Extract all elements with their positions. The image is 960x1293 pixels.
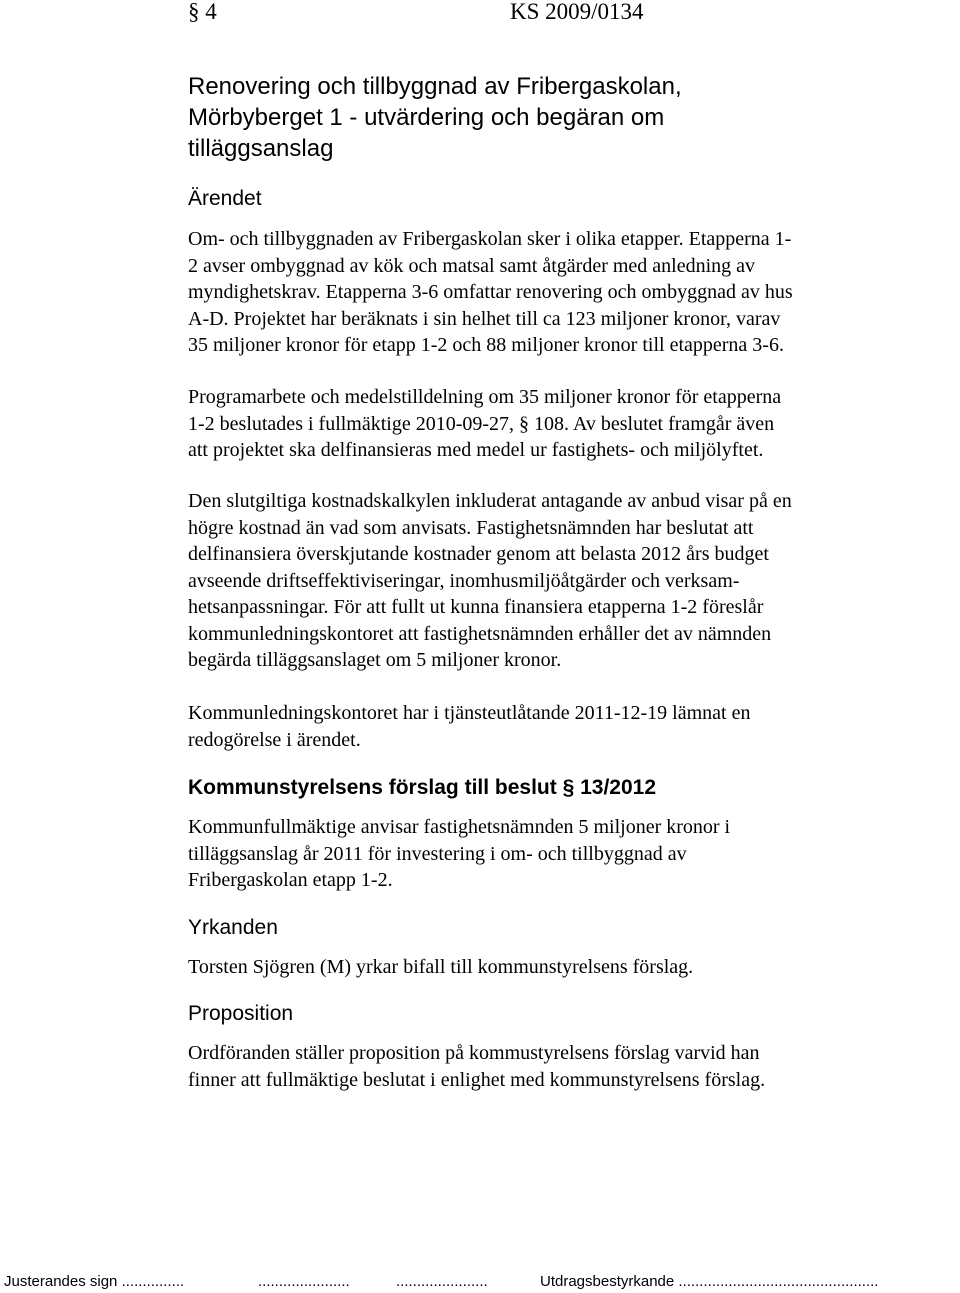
heading-yrkanden: Yrkanden [188, 916, 278, 939]
title-line: tilläggsanslag [188, 135, 334, 162]
paragraph-proposition [188, 1040, 765, 1093]
text-line: 1-2 beslutades i fullmäktige 2010-09-27, § 108. Av beslutet framgår även [188, 412, 775, 435]
paragraph-forslag [188, 814, 730, 894]
heading-proposition: Proposition [188, 1002, 294, 1025]
text-line: Kommunledningskontoret har i tjänsteutlåtande 2011-12-19 lämnat en [188, 702, 751, 724]
text-line: avseende driftseffektiviseringar, inomhusmiljöåtgärder och verksam- [188, 569, 740, 592]
footer-justerandes-sign: Justerandes sign ............... [4, 1273, 185, 1290]
paragraph-arendet-3 [188, 488, 792, 674]
text-line: Den slutgiltiga kostnadskalkylen inkluderat antagande av anbud visar på en [188, 490, 792, 512]
text-line: redogörelse i ärendet. [188, 728, 361, 751]
text-line: 2 avser ombyggnad av kök och matsal samt åtgärder med anledning av [188, 254, 756, 277]
section-number: § 4 [188, 0, 217, 24]
text-line: kommunledningskontoret att fastighetsnämnden erhåller det av nämnden [188, 622, 772, 645]
heading-arendet: Ärendet [188, 187, 262, 210]
text-line: att projektet ska delfinansieras med medel ur fastighets- och miljölyftet. [188, 439, 764, 461]
text-line: Programarbete och medelstilldelning om 35 miljoner kronor för etapperna [188, 386, 782, 408]
text-line: myndighetskrav. Etapperna 3-6 omfattar renovering och ombyggnad av hus [188, 281, 793, 303]
footer-signature-line: ...................... [396, 1273, 488, 1290]
footer-signature-line: ...................... [258, 1273, 350, 1290]
text-line: delfinansiera överskjutande kostnader genom att belasta 2012 års budget [188, 543, 769, 565]
text-line: finner att fullmäktige beslutat i enlighet med kommunstyrelsens förslag. [188, 1068, 766, 1091]
title-line: Renovering och tillbyggnad av Fribergaskolan, [188, 73, 682, 100]
text-line: högre kostnad än vad som anvisats. Fastighetsnämnden har beslutat att [188, 516, 754, 539]
text-line: Fribergaskolan etapp 1-2. [188, 869, 393, 891]
footer-utdragsbestyrkande: Utdragsbestyrkande ................................................ [540, 1273, 879, 1290]
text-line: hetsanpassningar. För att fullt ut kunna finansiera etapperna 1-2 föreslår [188, 596, 764, 618]
paragraph-arendet-1 [188, 226, 793, 359]
text-line: Ordföranden ställer proposition på kommustyrelsens förslag varvid han [188, 1042, 760, 1064]
title-line: Mörbyberget 1 - utvärdering och begäran om [188, 104, 665, 131]
text-line: begärda tilläggsanslaget om 5 miljoner kronor. [188, 649, 562, 671]
text-line: 35 miljoner kronor för etapp 1-2 och 88 miljoner kronor till etapperna 3-6. [188, 334, 784, 356]
page-title [188, 71, 682, 164]
text-line: Om- och tillbyggnaden av Fribergaskolan sker i olika etapper. Etapperna 1- [188, 228, 792, 250]
paragraph-arendet-2 [188, 384, 781, 464]
text-line: tilläggsanslag år 2011 för investering i om- och tillbyggnad av [188, 842, 687, 865]
text-line: A-D. Projektet har beräknats i sin helhet till ca 123 miljoner kronor, varav [188, 307, 781, 330]
text-line: Torsten Sjögren (M) yrkar bifall till kommunstyrelsens förslag. [188, 956, 694, 978]
case-reference: KS 2009/0134 [510, 0, 644, 24]
paragraph-yrkanden [188, 954, 693, 981]
paragraph-arendet-4 [188, 700, 750, 753]
heading-forslag: Kommunstyrelsens förslag till beslut § 13/2012 [188, 776, 657, 799]
text-line: Kommunfullmäktige anvisar fastighetsnämnden 5 miljoner kronor i [188, 816, 731, 838]
